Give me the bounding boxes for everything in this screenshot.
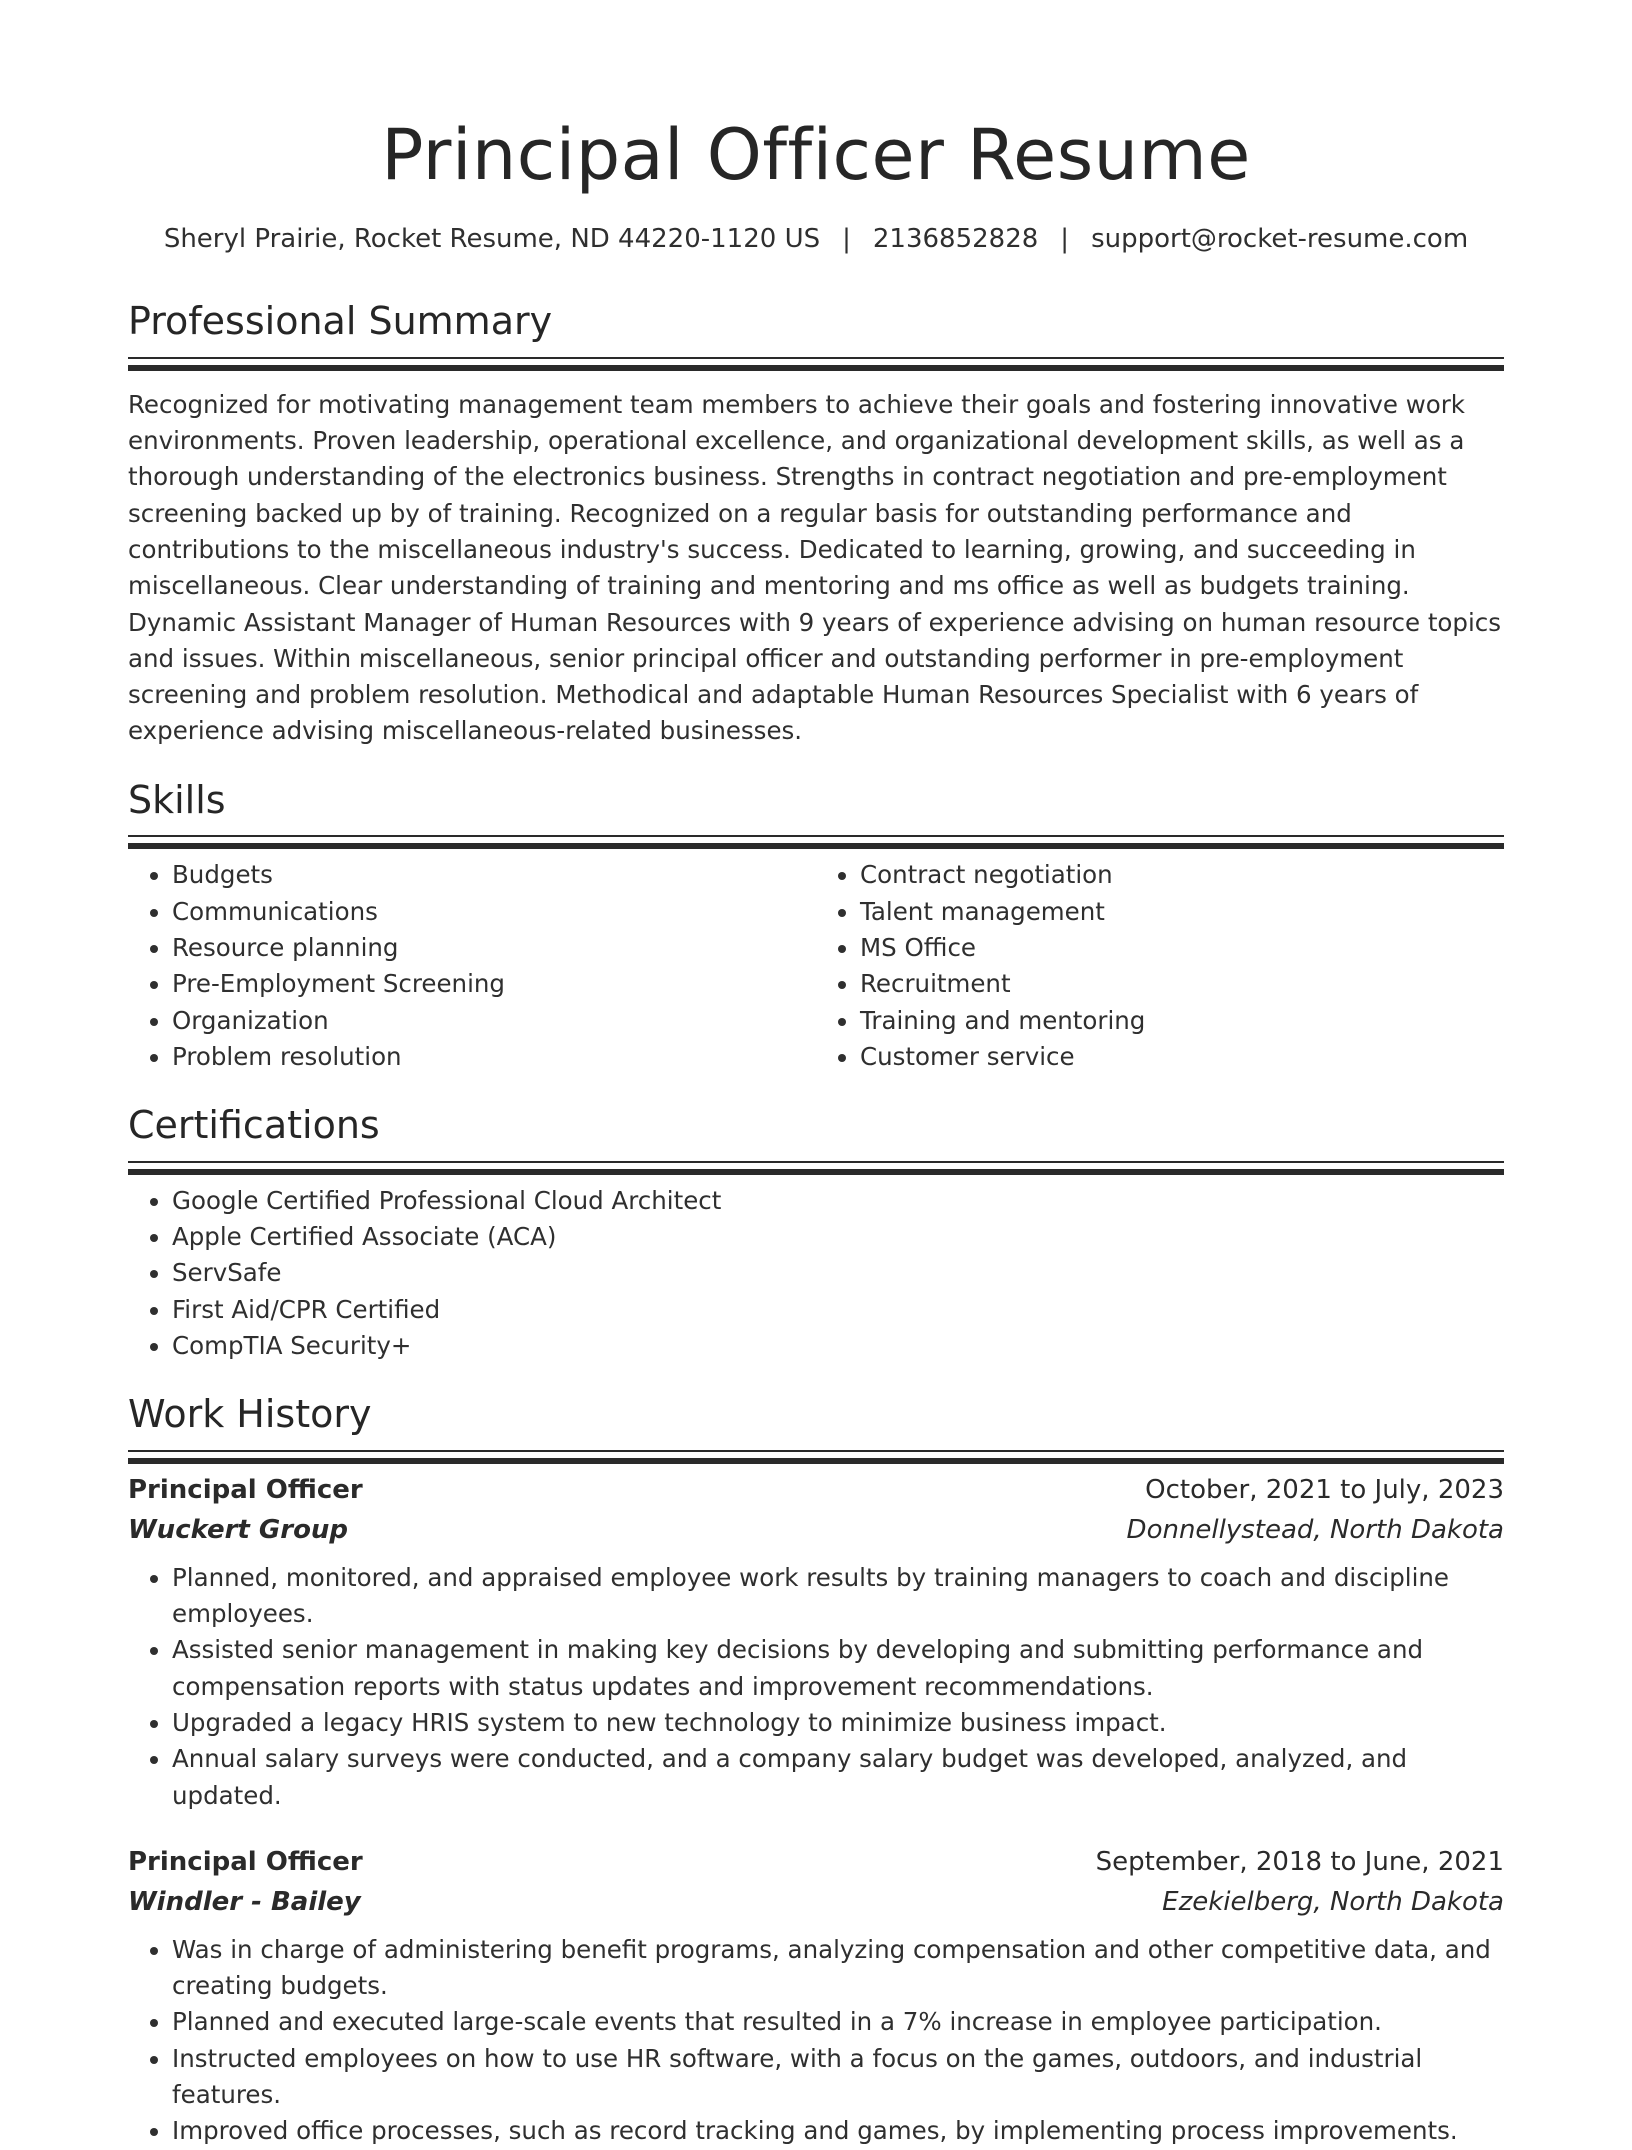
skill-item: • Pre-Employment Screening <box>172 966 816 1002</box>
section-heading-skills: Skills <box>128 777 226 822</box>
job-location: Ezekielberg, North Dakota <box>1162 1886 1504 1917</box>
skill-item: • Budgets <box>172 857 816 893</box>
certification-item: • Google Certified Professional Cloud Architect <box>172 1183 1504 1219</box>
job-bullet: • Annual salary surveys were conducted, and a company salary budget was developed, analyzed, and updated. <box>172 1741 1504 1814</box>
job-company: Windler - Bailey <box>128 1886 361 1917</box>
job-bullet: • Planned, monitored, and appraised employee work results by training managers to coach and discipline employees. <box>172 1560 1504 1633</box>
job-company: Wuckert Group <box>128 1514 349 1545</box>
job-entry <box>128 1842 1504 2150</box>
skill-item: • Resource planning <box>172 930 816 966</box>
job-bullet-list <box>128 1560 1504 1814</box>
summary-text: Recognized for motivating management team members to achieve their goals and fostering innovative work environments. Proven leadership, operational excellence, and organizational development skills, as well as a thorough understanding of the electronics business. Strengths in contract negotiation and pre-employment screening backed up by of training. Recognized on a regular basis for outstanding performance and contributions to the miscellaneous industry's success. Dedicated to learning, growing, and succeeding in miscellaneous. Clear understanding of training and mentoring and ms office as well as budgets training. Dynamic Assistant Manager of Human Resources with 9 years of experience advising on human resource topics and issues. Within miscellaneous, senior principal officer and outstanding performer in pre-employment screening and problem resolution. Methodical and adaptable Human Resources Specialist with 6 years of experience advising miscellaneous-related businesses. <box>128 389 1502 746</box>
skills-section <box>128 778 1504 1075</box>
certification-item: • First Aid/CPR Certified <box>172 1292 1504 1328</box>
skill-item: • Recruitment <box>860 966 1504 1002</box>
job-bullet: • Assisted senior management in making key decisions by developing and submitting performance and compensation reports with status updates and improvement recommendations. <box>172 1632 1504 1705</box>
job-title: Principal Officer <box>128 1846 363 1877</box>
skill-item: • Communications <box>172 894 816 930</box>
job-bullet: • Improved office processes, such as record tracking and games, by implementing process improvements. <box>172 2113 1504 2149</box>
skill-item: • MS Office <box>860 930 1504 966</box>
job-subheader <box>128 1510 1504 1550</box>
section-divider <box>128 357 1504 359</box>
job-bullet-list <box>128 1932 1504 2150</box>
section-divider <box>128 835 1504 837</box>
skills-list-left <box>128 857 816 1075</box>
job-bullet: • Upgraded a legacy HRIS system to new technology to minimize business impact. <box>172 1705 1504 1741</box>
certification-item: • Apple Certified Associate (ACA) <box>172 1219 1504 1255</box>
summary-section <box>128 299 1504 750</box>
certifications-list <box>128 1183 1504 1364</box>
skill-item: • Problem resolution <box>172 1039 816 1075</box>
section-divider <box>128 1450 1504 1452</box>
contact-address: Sheryl Prairie, Rocket Resume, ND 44220-1120 US <box>163 224 821 254</box>
page-title: Principal Officer Resume <box>381 114 1251 196</box>
skills-list-right <box>816 857 1504 1075</box>
job-bullet: • Instructed employees on how to use HR software, with a focus on the games, outdoors, and industrial features. <box>172 2041 1504 2114</box>
section-heading-summary: Professional Summary <box>128 299 553 344</box>
job-dates: October, 2021 to July, 2023 <box>1145 1474 1504 1505</box>
job-title: Principal Officer <box>128 1474 363 1505</box>
skill-item: • Organization <box>172 1003 816 1039</box>
work-history-section <box>128 1392 1504 2149</box>
certifications-section <box>128 1103 1504 1364</box>
job-bullet: • Planned and executed large-scale events that resulted in a 7% increase in employee participation. <box>172 2004 1504 2040</box>
contact-email: support@rocket-resume.com <box>1091 224 1469 254</box>
skill-item: • Contract negotiation <box>860 857 1504 893</box>
contact-phone: 2136852828 <box>872 224 1039 254</box>
job-location: Donnellystead, North Dakota <box>1126 1514 1504 1545</box>
job-entry <box>128 1470 1504 1814</box>
job-subheader <box>128 1882 1504 1922</box>
job-dates: September, 2018 to June, 2021 <box>1095 1846 1504 1877</box>
contact-line <box>128 224 1504 255</box>
job-header <box>128 1842 1504 1882</box>
certification-item: • ServSafe <box>172 1255 1504 1291</box>
skills-columns <box>128 857 1504 1075</box>
job-bullet: • Was in charge of administering benefit programs, analyzing compensation and other competitive data, and creating budgets. <box>172 1932 1504 2005</box>
contact-separator: | <box>842 224 851 254</box>
skill-item: • Training and mentoring <box>860 1003 1504 1039</box>
contact-separator: | <box>1060 224 1070 254</box>
section-heading-certifications: Certifications <box>128 1103 380 1148</box>
job-header <box>128 1470 1504 1510</box>
skill-item: • Customer service <box>860 1039 1504 1075</box>
skill-item: • Talent management <box>860 894 1504 930</box>
section-heading-work-history: Work History <box>128 1392 372 1437</box>
certification-item: • CompTIA Security+ <box>172 1328 1504 1364</box>
section-divider <box>128 1161 1504 1163</box>
